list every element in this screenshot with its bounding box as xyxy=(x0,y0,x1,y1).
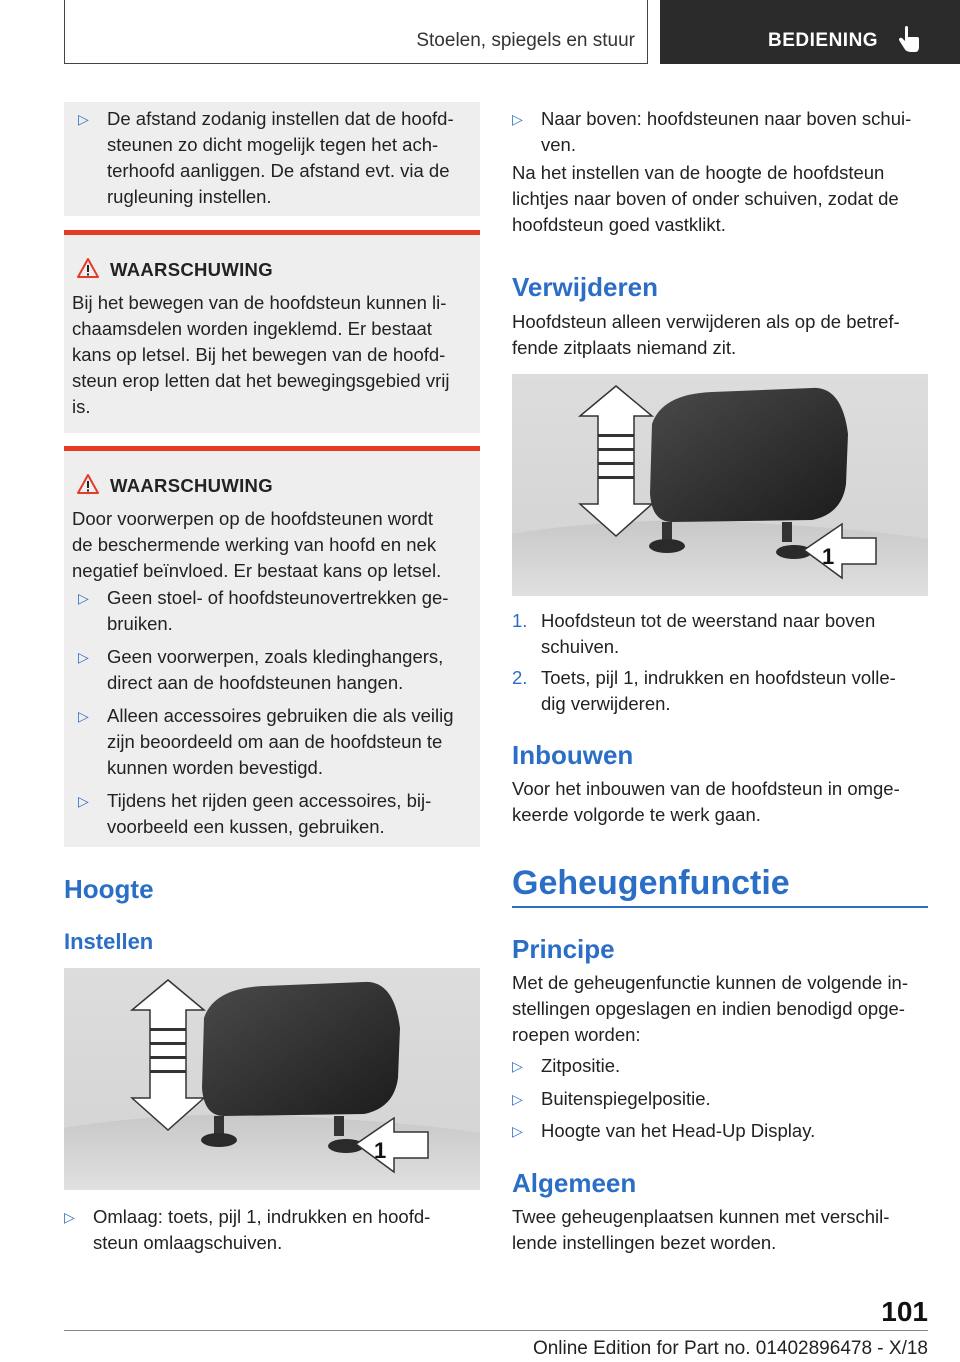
subsection-heading: Instellen xyxy=(64,929,154,954)
page-number: 101 xyxy=(881,1296,928,1327)
warning-triangle-icon xyxy=(76,473,100,495)
warning-box: WAARSCHUWING Door voorwerpen op de hoofdsteunen wordt de beschermende werking van hoofd en nek negatief beïnvloed. Er bestaat kans op letsel. ▷ Geen stoel- of hoofdsteunovertrekken ge- bruiken. ▷ Geen voorwerpen, zoals kledinghangers, direct aan de hoofdsteunen hangen. ▷ Alleen accessoires gebruiken die als veilig zijn beoordeeld om aan de hoofdsteun te kunnen worden bevestigd. ▷ Tijdens het rijden geen accessoires, bij- voorbeeld een kussen, gebruiken. xyxy=(64,451,480,847)
bullet-triangle-icon: ▷ xyxy=(512,1123,523,1139)
header-section-title: Stoelen, spiegels en stuur xyxy=(416,30,635,51)
warning-title: WAARSCHUWING xyxy=(110,259,273,280)
paragraph: Twee geheugenplaatsen kunnen met verschil- lende instellingen bezet worden. xyxy=(512,1206,890,1253)
warning-box xyxy=(64,235,480,433)
paragraph: Met de geheugenfunctie kunnen de volgende in- stellingen opgeslagen en indien benodigd opge- roepen worden: xyxy=(512,972,908,1045)
header-section-tab xyxy=(64,0,648,64)
header-chapter-tab xyxy=(660,0,960,64)
bullet-triangle-icon: ▷ xyxy=(512,1091,523,1107)
section-heading: Principe xyxy=(512,934,615,964)
header-chapter-title: BEDIENING xyxy=(768,30,879,51)
bullet-triangle-icon: ▷ xyxy=(512,1058,523,1074)
heading-underline xyxy=(512,906,928,908)
paragraph: Hoofdsteun alleen verwijderen als op de betref- fende zitplaats niemand zit. xyxy=(512,311,900,358)
headrest-remove-drawing xyxy=(512,374,928,596)
note-box: ▷ De afstand zodanig instellen dat de hoofd- steunen zo dicht mogelijk tegen het ach- terhoofd aanliggen. De afstand evt. via de rugleuning instellen. xyxy=(64,102,480,216)
warning-text: Bij het bewegen van de hoofdsteun kunnen li- chaamsdelen worden ingeklemd. Er bestaat kans op letsel. Bij het bewegen van de hoofd- steun erop letten dat het bewegingsgebied vrij is. xyxy=(72,292,450,417)
section-heading: Hoogte xyxy=(64,874,154,904)
hand-pointer-icon xyxy=(896,26,922,54)
bullet-triangle-icon: ▷ xyxy=(78,649,89,665)
paragraph: Voor het inbouwen van de hoofdsteun in omge- keerde volgorde te werk gaan. xyxy=(512,778,900,825)
headrest-illustration xyxy=(512,374,928,596)
footer-edition: Online Edition for Part no. 01402896478 - X/18 xyxy=(532,1338,928,1359)
bullet-triangle-icon: ▷ xyxy=(78,708,89,724)
headrest-adjust-drawing xyxy=(64,968,480,1190)
arrow-label: 1 xyxy=(822,544,835,569)
warning-triangle-icon xyxy=(76,257,100,279)
warning-title: WAARSCHUWING xyxy=(110,475,273,496)
section-heading: Verwijderen xyxy=(512,272,658,302)
headrest-illustration xyxy=(64,968,480,1190)
section-heading: Inbouwen xyxy=(512,740,634,770)
bullet-triangle-icon: ▷ xyxy=(78,590,89,606)
paragraph: Na het instellen van de hoogte de hoofdsteun lichtjes naar boven of onder schuiven, zodat de hoofdsteun goed vastklikt. xyxy=(512,162,899,235)
step-text: Toets, pijl 1, indrukken en hoofdsteun volle- dig verwijderen. xyxy=(541,667,896,714)
bullet-triangle-icon: ▷ xyxy=(512,111,523,127)
chapter-heading: Geheugenfunctie xyxy=(512,864,790,902)
section-heading: Algemeen xyxy=(512,1168,637,1198)
step-number: 2. xyxy=(512,667,528,688)
warning-text: Door voorwerpen op de hoofdsteunen wordt de beschermende werking van hoofd en nek negatief beïnvloed. Er bestaat kans op letsel. xyxy=(72,508,442,581)
footer-divider xyxy=(64,1330,928,1331)
step-text: Hoofdsteun tot de weerstand naar boven schuiven. xyxy=(541,610,876,657)
arrow-label: 1 xyxy=(374,1138,387,1163)
step-number: 1. xyxy=(512,610,528,631)
bullet-triangle-icon: ▷ xyxy=(64,1209,75,1225)
bullet-triangle-icon: ▷ xyxy=(78,111,89,127)
bullet-triangle-icon: ▷ xyxy=(78,793,89,809)
